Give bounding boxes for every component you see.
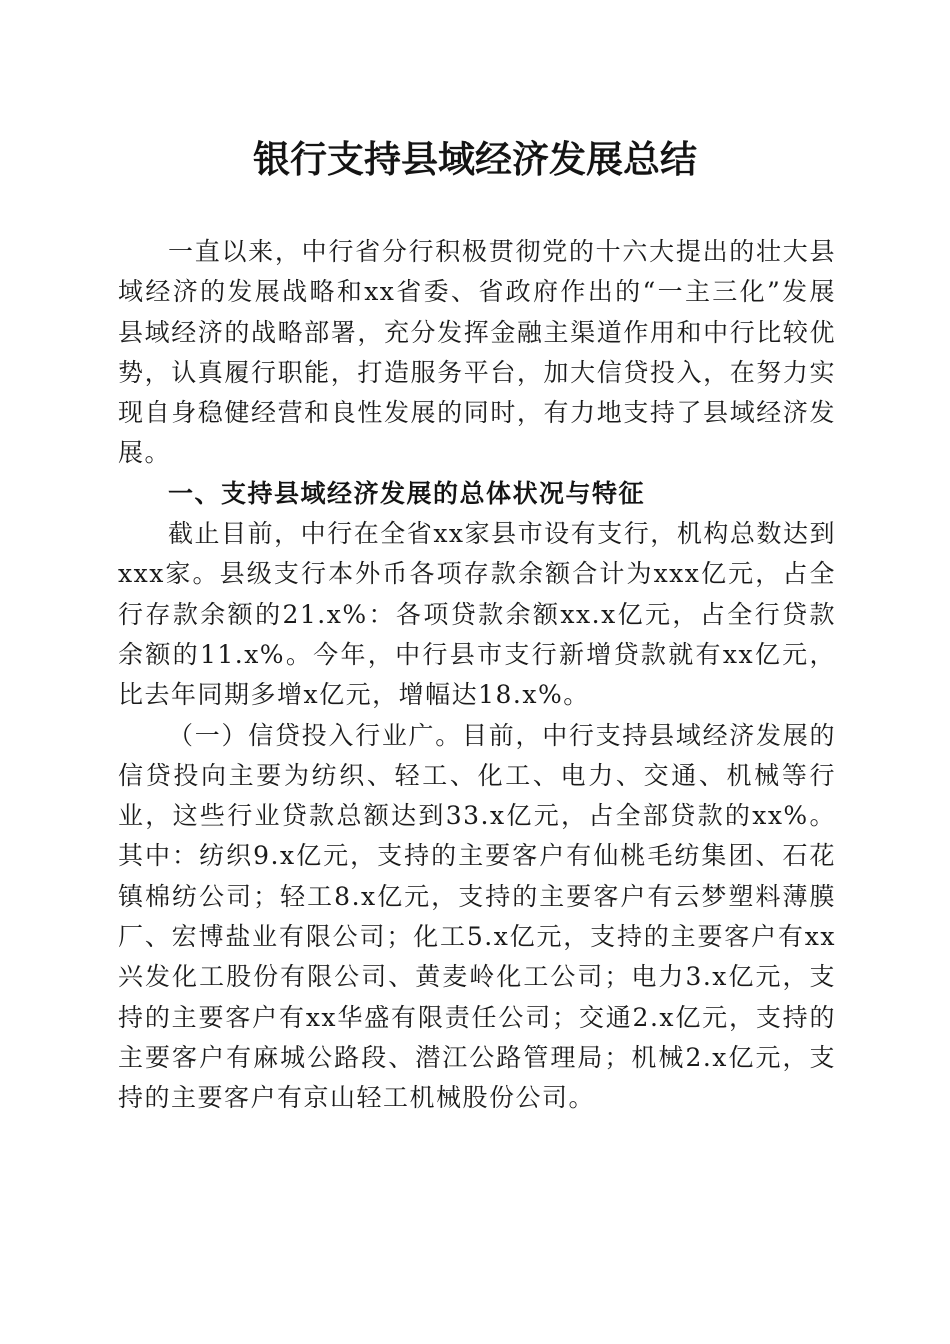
document-title: 银行支持县域经济发展总结 (253, 137, 697, 181)
intro-paragraph: 一直以来，中行省分行积极贯彻党的十六大提出的壮大县域经济的发展战略和xx省委、省政府作出的“一主三化”发展县域经济的战略部署，充分发挥金融主渠道作用和中行比较优势，认真履行职能，打造服务平台，加大信贷投入，在努力实现自身稳健经营和良性发展的同时，有力地支持了县域经济发展。 (118, 237, 836, 468)
section-heading: 一、支持县域经济发展的总体状况与特征 (168, 478, 646, 508)
document-body (118, 232, 836, 1119)
section-paragraph: 截止目前，中行在全省xx家县市设有支行，机构总数达到xxx家。县级支行本外币各项存款余额合计为xxx亿元，占全行存款余额的21.x%：各项贷款余额xx.x亿元，占全行贷款余额的11.x%。今年，中行县市支行新增贷款就有xx亿元，比去年同期多增x亿元，增幅达18.x%。 (118, 519, 836, 710)
subsection-paragraph: （一）信贷投入行业广。目前，中行支持县域经济发展的信贷投向主要为纺织、轻工、化工、电力、交通、机械等行业，这些行业贷款总额达到33.x亿元，占全部贷款的xx%。其中：纺织9.x亿元，支持的主要客户有仙桃毛纺集团、石花镇棉纺公司；轻工8.x亿元，支持的主要客户有云梦塑料薄膜厂、宏博盐业有限公司；化工5.x亿元，支持的主要客户有xx兴发化工股份有限公司、黄麦岭化工公司；电力3.x亿元，支持的主要客户有xx华盛有限责任公司；交通2.x亿元，支持的主要客户有麻城公路段、潜江公路管理局；机械2.x亿元，支持的主要客户有京山轻工机械股份公司。 (118, 720, 836, 1113)
